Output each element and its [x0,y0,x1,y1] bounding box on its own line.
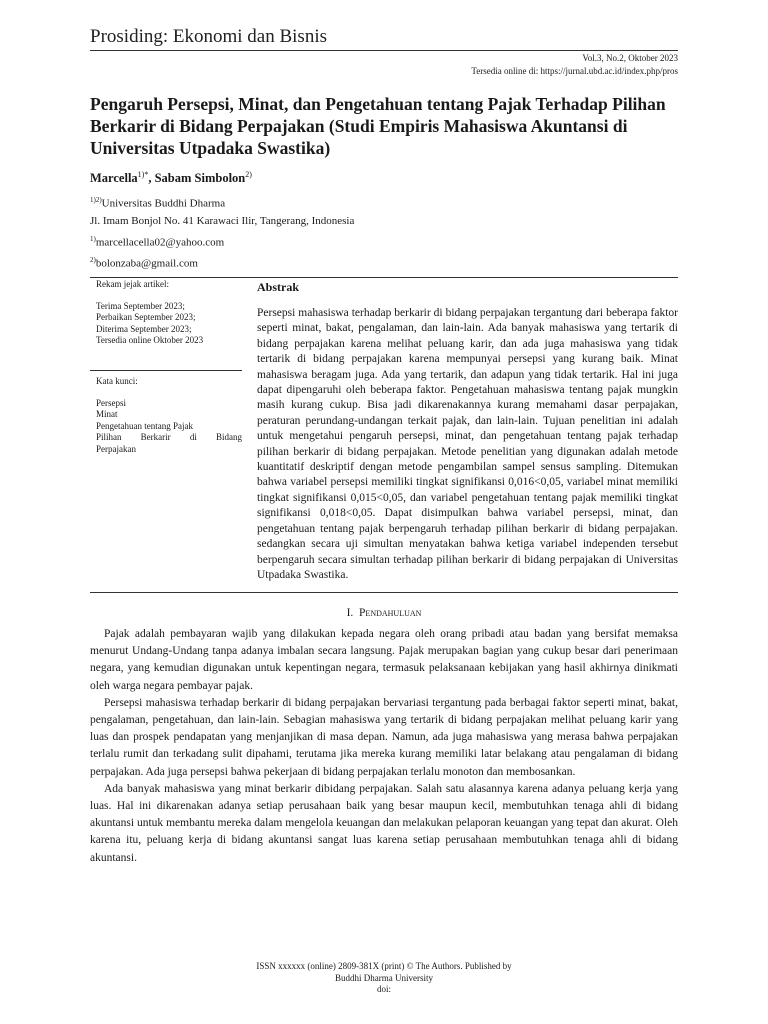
abstract-box-top-rule [90,277,678,278]
affiliation-block [90,192,354,273]
volume-info: Vol.3, No.2, Oktober 2023 [582,53,678,63]
abstract-box-bottom-rule [90,592,678,593]
section-heading [0,607,768,619]
abstract-text: Persepsi mahasiswa terhadap berkarir di bidang perpajakan tergantung dari beberapa faktor seperti minat, bakat, pengalaman, dan lain-lain. Ada banyak mahasiswa yang tertarik di bidang perpajakan karena melihat peluang karir, dan ada juga mahasiswa yang tidak tertarik di bidang perpajakan karena mempunyai persepsi yang kurang baik. Minat mahasiswa beragam juga. Ada yang tertarik, dan adapun yang tidak tertarik. Hal ini juga dapat dipengaruhi oleh beberapa faktor. Pengetahuan mahasiswa tentang pajak mungkin masih kurang cukup. Bisa jadi dikarenakannya kurang memahami dasar perpajakan, peraturan perundang-undangan terkait pajak, dan lain-lain. Tujuan penelitian ini adalah untuk mengetahui pengaruh persepsi, minat, dan pengetahuan tentang pajak terhadap pilihan berkarir di bidang perpajakan. Metode penelitian yang digunakan adalah metode kuantitatif deskriptif dengan metode pengambilan sampel sensus sampling. Ditemukan bahwa variabel persepsi memiliki tingkat signifikansi 0,016<0,05, variabel minat memiliki tingkat signifikansi 0,015<0,05, dan variabel pengetahuan tentang pajak memiliki tingkat signifikansi 0,018<0,05. Dapat disimpulkan bahwa variabel persepsi, minat, dan pengetahuan tentang pajak berpengaruh terhadap pilihan berkarir di bidang perpajakan. sedangkan secara uji simultan menyatakan bahwa ketiga variabel independen tersebut berpengaruh secara simultan terhadap pilihan berkarir di bidang perpajakan di Universitas Utpadaka Swastika. [257,307,678,581]
paper-title: Pengaruh Persepsi, Minat, dan Pengetahuan tentang Pajak Terhadap Pilihan Berkarir di Bidang Perpajakan (Studi Empiris Mahasiswa Akuntansi di Universitas Utpadaka Swastika) [90,94,666,158]
journal-name: Prosiding: Ekonomi dan Bisnis [90,26,327,47]
section-title: Pendahuluan [359,607,422,619]
university: Universitas Buddhi Dharma [101,197,226,210]
paragraph: Pajak adalah pembayaran wajib yang dilakukan kepada negara oleh orang pribadi atau badan yang bersifat memaksa menurut Undang-Undang tanpa adanya imbalan secara langsung. Pajak merupakan bagian yang cukup besar dari penerimaan negara, yang kemudian digunakan untuk kepentingan negara, termasuk pelaksanaan kebijakan yang hasil akhirnya dinikmati oleh warga negara pembayar pajak. [90,628,678,692]
footer-doi: doi: [376,984,391,994]
article-history [96,279,242,347]
keyword-item: Pengetahuan tentang Pajak [96,420,193,431]
section-number: I. [346,607,354,619]
email-link[interactable]: bolonzaba@gmail.com [95,257,198,270]
keyword-item: Pilihan Berkarir di Bidang [96,432,242,442]
page-footer [0,961,768,996]
author-sup: 1)* [137,170,149,179]
affil-sup: 1) [90,234,96,243]
online-link[interactable]: Tersedia online di: https://jurnal.ubd.ac.id/index.php/pros [471,66,678,76]
keywords-heading: Kata kunci: [96,376,138,386]
journal-meta [471,52,678,78]
keyword-item: Minat [96,409,118,419]
affil-sup: 2) [90,255,96,264]
author-name: Marcella [90,171,138,186]
history-item: Diterima September 2023; [96,323,192,334]
abstract-heading: Abstrak [257,280,300,294]
history-item: Tersedia online Oktober 2023 [96,335,204,345]
history-item: Perbaikan September 2023; [96,312,196,322]
footer-issn: ISSN xxxxxx (online) 2809-381X (print) © The Authors. Published by [256,961,512,971]
author-sep: , [148,171,155,186]
email-link[interactable]: marcellacella02@yahoo.com [95,236,225,249]
keyword-item: Perpajakan [96,443,136,454]
author-name: Sabam Simbolon [154,171,246,186]
history-item: Terima September 2023; [96,300,185,311]
keyword-item: Persepsi [96,397,126,408]
history-heading: Rekam jejak artikel: [96,279,169,289]
address: Jl. Imam Bonjol No. 41 Karawaci Ilir, Tangerang, Indonesia [90,215,355,228]
affil-sup: 1)2) [90,196,102,204]
introduction-body [90,626,678,867]
author-line [90,170,252,186]
footer-publisher: Buddhi Dharma University [335,972,433,983]
keywords [96,376,242,455]
sidebar-rule [90,370,242,371]
author-sup: 2) [245,170,252,179]
paragraph: Persepsi mahasiswa terhadap berkarir di bidang perpajakan bervariasi tergantung pada berbagai faktor seperti minat, bakat, pengalaman, pengetahuan, dan lain-lain. Sebagian mahasiswa yang tertarik di bidang perpajakan melihat peluang karir yang luas dan prospek pendapatan yang menjanjikan di masa depan. Namun, ada juga mahasiswa yang merasa bahwa perpajakan terlalu rumit dan terkadang sulit dipahami, terutama jika mereka kurang memiliki latar belakang atau pengalaman di bidang perpajakan. Ada juga persepsi bahwa pekerjaan di bidang perpajakan terlalu monoton dan membosankan. [90,696,678,778]
header-rule [90,50,678,51]
paragraph: Ada banyak mahasiswa yang minat berkarir dibidang perpajakan. Salah satu alasannya karena adanya peluang kerja yang luas. Hal ini dikarenakan adanya setiap perusahaan baik yang besar maupun kecil, membutuhkan tenaga ahli di bidang akuntansi untuk membantu mereka dalam mengelola keuangan dan melakukan pelaporan keuangan yang tepat dan akurat. Oleh karena itu, peluang kerja di bidang akuntansi sangat luas karena setiap perusahaan membutuhkan tenaga ahli di bidang akuntansi. [90,782,678,864]
